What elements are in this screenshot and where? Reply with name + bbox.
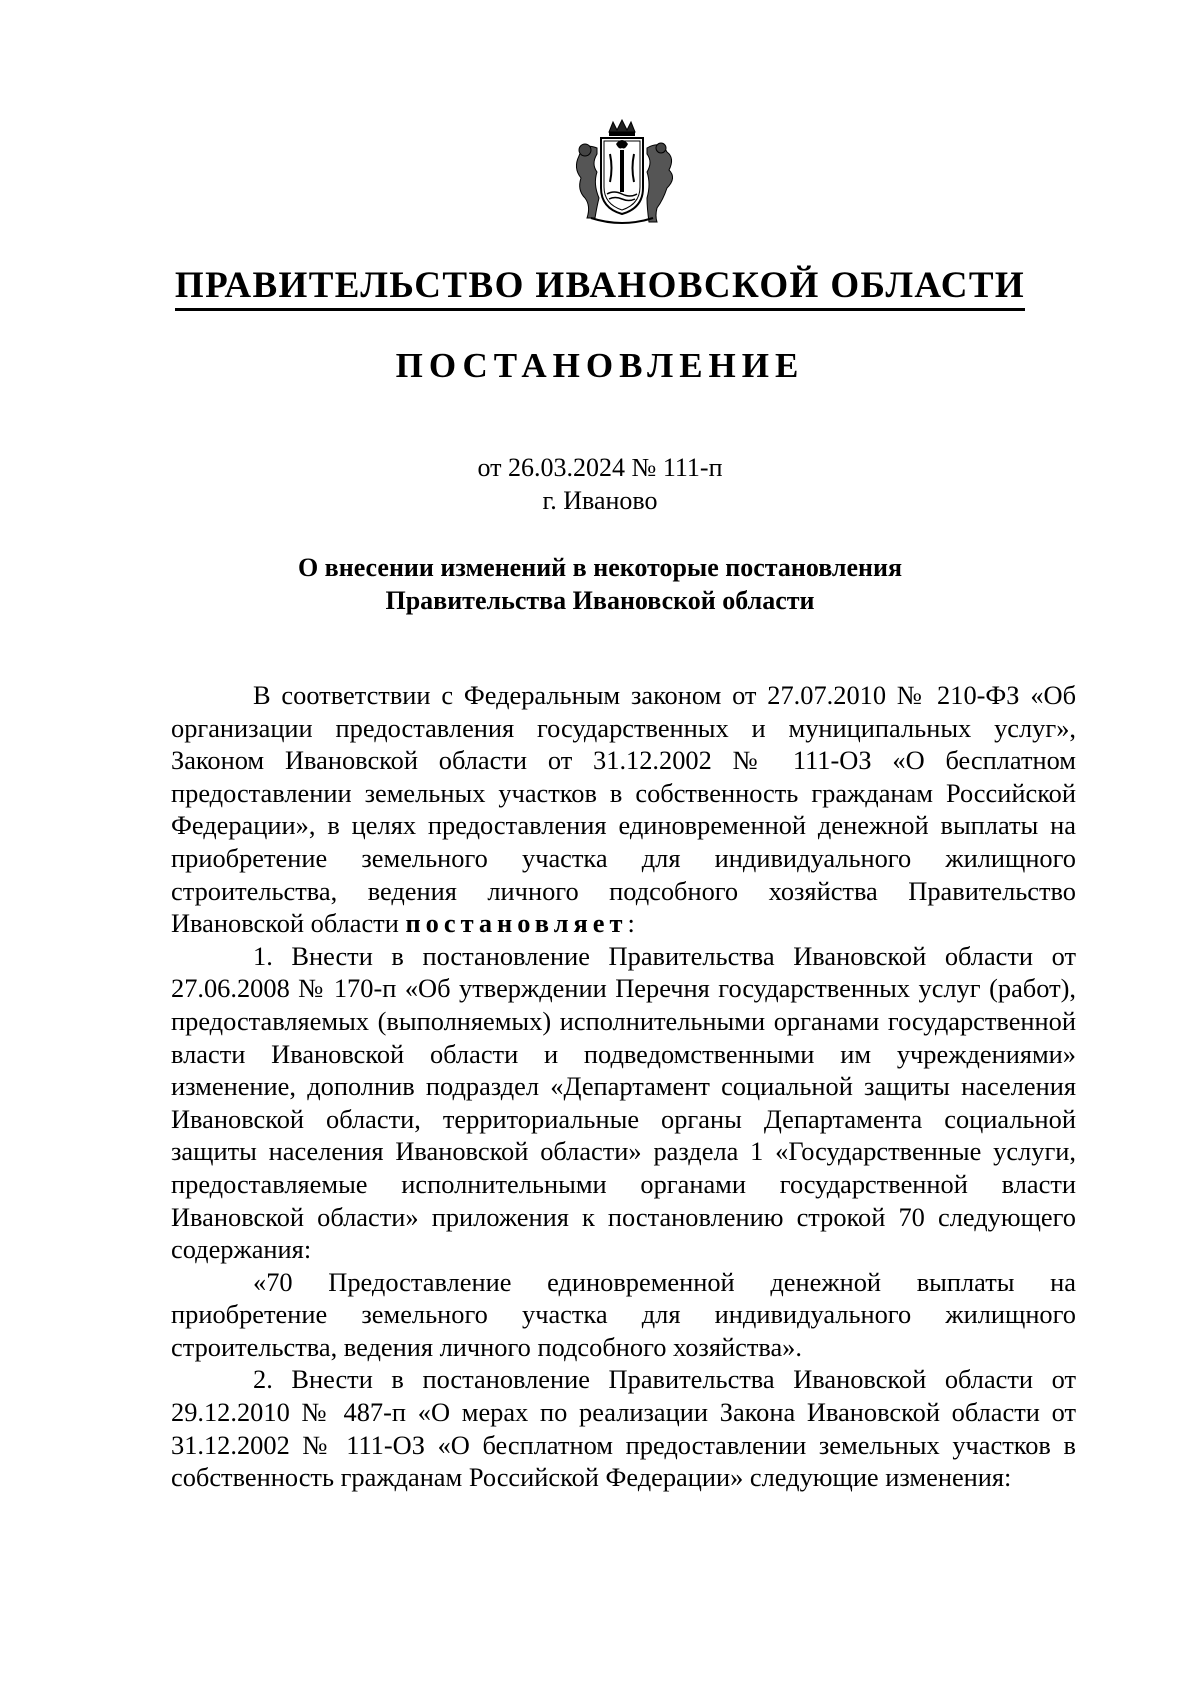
document-city: г. Иваново xyxy=(542,486,658,515)
organization-title-text: ПРАВИТЕЛЬСТВО ИВАНОВСКОЙ ОБЛАСТИ xyxy=(175,265,1025,311)
subject-line-1: О внесении изменений в некоторые постановления xyxy=(297,553,903,582)
preamble-paragraph xyxy=(171,679,1076,940)
decree-colon: : xyxy=(627,908,635,939)
document-meta xyxy=(0,451,1200,517)
item-1-quote-paragraph: «70 Предоставление единовременной денежной выплаты на приобретение земельного участка для индивидуального жилищного строительства, ведения личного подсобного хозяйства». xyxy=(171,1266,1076,1362)
item-2-paragraph: 2. Внести в постановление Правительства Ивановской области от 29.12.2010 № 487-п «О мерах по реализации Закона Ивановской области от 31.12.2002 № 111-ОЗ «О бесплатном предоставлении земельных участков в собственность гражданам Российской Федерации» следующие изменения: xyxy=(171,1364,1076,1493)
decree-word: постановляет xyxy=(405,908,628,939)
subject-line-2: Правительства Ивановской области xyxy=(385,586,815,615)
item-1-paragraph: 1. Внести в постановление Правительства Ивановской области от 27.06.2008 № 170-п «Об утверждении Перечня государственных услуг (работ), предоставляемых (выполняемых) исполнительными органами государственной власти Ивановской области и подведомственными им учреждениями» изменение, дополнив подраздел «Департамент социальной защиты населения Ивановской области, территориальные органы Департамента социальной защиты населения Ивановской области» раздела 1 «Государственные услуги, предоставляемые исполнительными органами государственной власти Ивановской области» приложения к постановлению строкой 70 следующего содержания: xyxy=(171,940,1076,1265)
document-date-number: от 26.03.2024 № 111-п xyxy=(477,453,723,482)
document-body xyxy=(171,679,1076,1494)
document-type: ПОСТАНОВЛЕНИЕ xyxy=(395,346,805,385)
coat-of-arms-icon xyxy=(557,118,687,228)
document-subject xyxy=(0,551,1200,617)
preamble-text: В соответствии с Федеральным законом от 27.07.2010 № 210-ФЗ «Об организации предоставления государственных и муниципальных услуг», Законом Ивановской области от 31.12.2002 № 111-ОЗ «О бесплатном предоставлении земельных участков в собственность гражданам Российской Федерации», в целях предоставления единовременной денежной выплаты на приобретение земельного участка для индивидуального жилищного строительства, ведения личного подсобного хозяйства Правительство Ивановской области xyxy=(171,680,1076,939)
organization-title xyxy=(0,264,1200,308)
